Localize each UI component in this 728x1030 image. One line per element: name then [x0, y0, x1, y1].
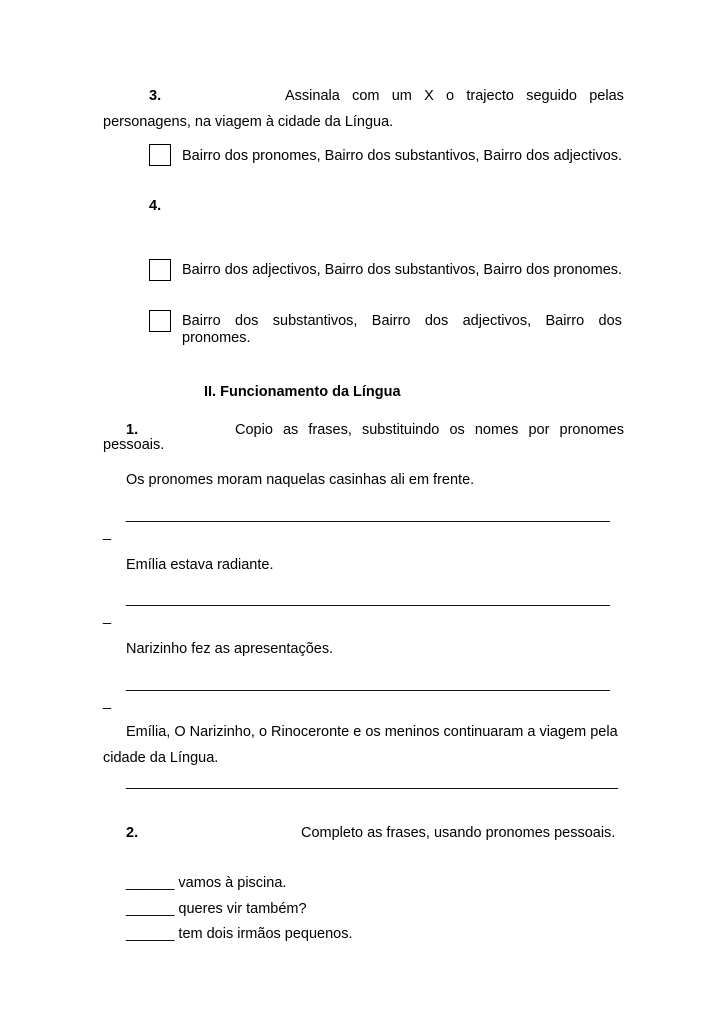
- word: pelas: [589, 88, 624, 104]
- sentence-1: Os pronomes moram naquelas casinhas ali em frente.: [126, 472, 475, 488]
- fill-sentence-2: [126, 901, 307, 918]
- fill-text: vamos à piscina.: [178, 875, 287, 891]
- fill-blank[interactable]: ______: [126, 926, 175, 942]
- question-2-text: Completo as frases, usando pronomes pessoais.: [301, 825, 616, 841]
- fill-blank[interactable]: ______: [126, 901, 175, 917]
- word: pronomes: [559, 422, 624, 438]
- question-3-number: 3.: [149, 88, 162, 104]
- question-1-continuation: pessoais.: [103, 437, 165, 453]
- answer-line-3[interactable]: ____________________________________________________________: [126, 676, 610, 692]
- word: substituindo: [361, 422, 440, 438]
- word: com: [352, 88, 380, 104]
- option-b-checkbox[interactable]: [149, 259, 171, 281]
- word: substantivos,: [272, 313, 358, 329]
- word: dos: [598, 313, 622, 329]
- answer-line-1-overflow: _: [103, 525, 112, 541]
- word: um: [391, 88, 412, 104]
- fill-text: queres vir também?: [178, 901, 307, 917]
- word: trajecto: [466, 88, 514, 104]
- option-c-checkbox[interactable]: [149, 310, 171, 332]
- option-a-checkbox[interactable]: [149, 144, 171, 166]
- word: dos: [235, 313, 259, 329]
- question-4-number: 4.: [149, 198, 162, 214]
- option-a-label: Bairro dos pronomes, Bairro dos substantivos, Bairro dos adjectivos.: [182, 148, 623, 164]
- word: o: [446, 88, 455, 104]
- section-heading: II. Funcionamento da Língua: [204, 384, 401, 400]
- question-3-continuation: personagens, na viagem à cidade da Língua.: [103, 114, 394, 130]
- word: seguido: [526, 88, 577, 104]
- word: Bairro: [182, 313, 221, 329]
- sentence-4-line-1: Emília, O Narizinho, o Rinoceronte e os meninos continuaram a viagem pela: [126, 724, 618, 740]
- option-c-continuation: pronomes.: [182, 330, 251, 346]
- word: por: [528, 422, 550, 438]
- word: as: [282, 422, 299, 438]
- question-2-number: 2.: [126, 825, 139, 841]
- answer-line-4[interactable]: _____________________________________________________________: [126, 774, 618, 790]
- word: os: [449, 422, 465, 438]
- word: Copio: [235, 422, 273, 438]
- fill-blank[interactable]: ______: [126, 875, 175, 891]
- word: Bairro: [545, 313, 585, 329]
- sentence-2: Emília estava radiante.: [126, 557, 274, 573]
- option-b-label: Bairro dos adjectivos, Bairro dos substantivos, Bairro dos pronomes.: [182, 262, 623, 278]
- sentence-3: Narizinho fez as apresentações.: [126, 641, 334, 657]
- fill-sentence-3: [126, 926, 353, 943]
- question-1-number: 1.: [126, 422, 139, 438]
- fill-text: tem dois irmãos pequenos.: [178, 926, 353, 942]
- word: X: [424, 88, 434, 104]
- option-c-label: [182, 313, 622, 330]
- sentence-4-line-2: cidade da Língua.: [103, 750, 219, 766]
- word: dos: [424, 313, 449, 329]
- question-3-text: [285, 88, 624, 105]
- answer-line-3-overflow: _: [103, 694, 112, 710]
- word: Bairro: [371, 313, 411, 329]
- answer-line-2[interactable]: ____________________________________________________________: [126, 591, 610, 607]
- word: nomes: [474, 422, 519, 438]
- word: adjectivos,: [462, 313, 532, 329]
- answer-line-1[interactable]: ____________________________________________________________: [126, 507, 610, 523]
- word: Assinala: [285, 88, 340, 104]
- word: frases,: [308, 422, 352, 438]
- answer-line-2-overflow: _: [103, 609, 112, 625]
- question-1-text: [235, 422, 624, 439]
- fill-sentence-1: [126, 875, 286, 892]
